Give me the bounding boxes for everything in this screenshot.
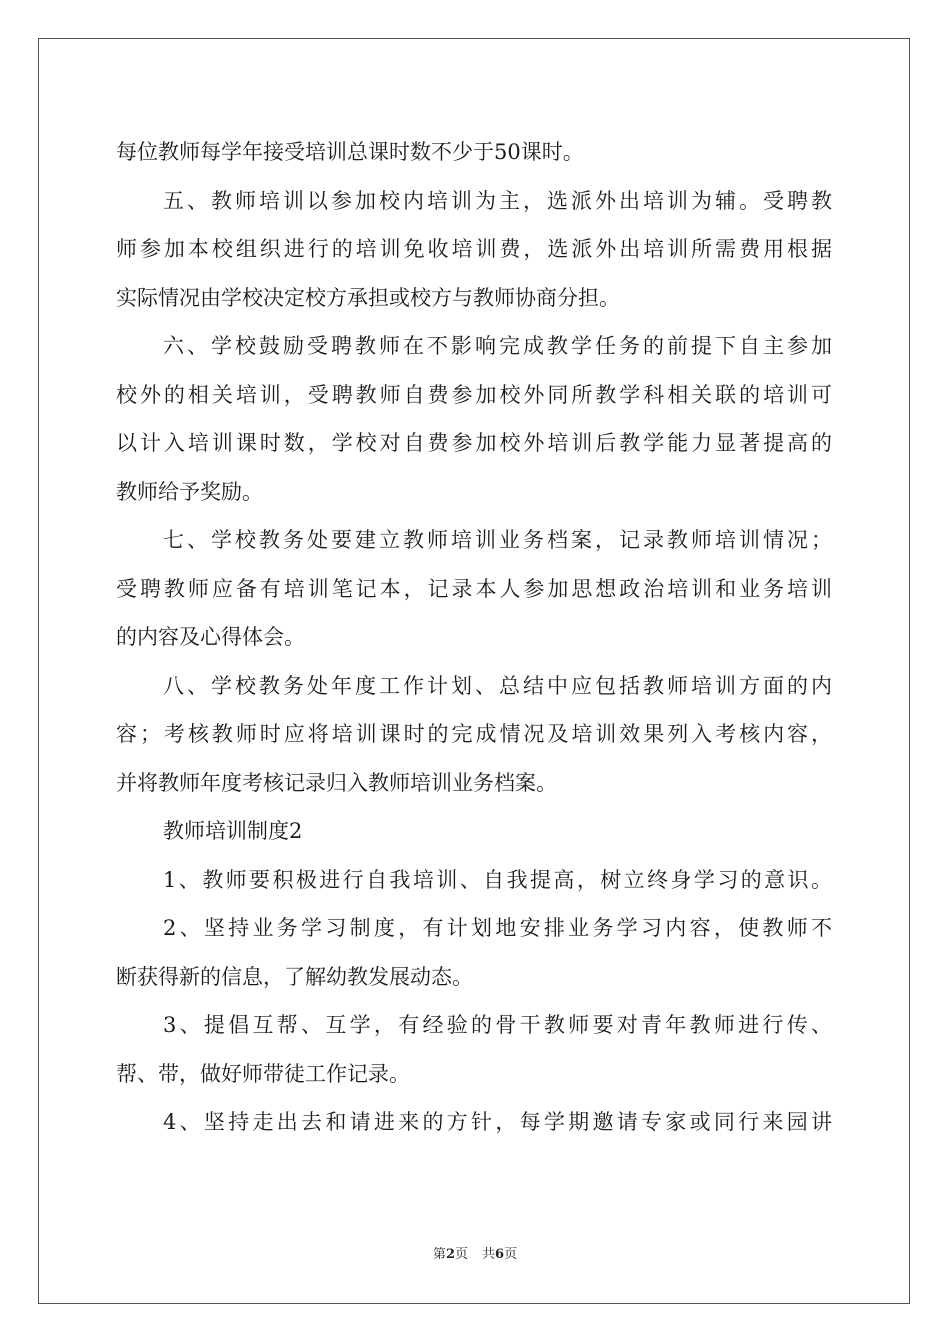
- text-line: 容；考核教师时应将培训课时的完成情况及培训效果列入考核内容，: [116, 722, 832, 746]
- total-suffix: 页: [504, 1247, 518, 1262]
- item-3-line: 3、提倡互帮、互学，有经验的骨干教师要对青年教师进行传、: [163, 1013, 832, 1037]
- paragraph-line-7-start: 七、学校教务处要建立教师培训业务档案，记录教师培训情况；: [163, 528, 832, 552]
- text-line: 教师给予奖励。: [116, 479, 263, 504]
- text-line: 师参加本校组织进行的培训免收培训费，选派外出培训所需费用根据: [116, 237, 832, 261]
- text-line: 实际情况由学校决定校方承担或校方与教师协商分担。: [116, 285, 620, 310]
- section-heading: 教师培训制度2: [163, 819, 303, 843]
- text-line: 并将教师年度考核记录归入教师培训业务档案。: [116, 770, 557, 795]
- item-1-line: 1、教师要积极进行自我培训、自我提高，树立终身学习的意识。: [163, 867, 832, 892]
- text-line: 受聘教师应备有培训笔记本，记录本人参加思想政治培训和业务培训: [116, 576, 832, 601]
- text-line: 帮、带，做好师带徒工作记录。: [116, 1061, 410, 1086]
- item-2-line: 2、坚持业务学习制度，有计划地安排业务学习内容，使教师不: [163, 916, 832, 940]
- paragraph-line-6-start: 六、学校鼓励受聘教师在不影响完成教学任务的前提下自主参加: [163, 334, 832, 358]
- text-line: 以计入培训课时数，学校对自费参加校外培训后教学能力显著提高的: [116, 431, 832, 455]
- paragraph-line-5-start: 五、教师培训以参加校内培训为主，选派外出培训为辅。受聘教: [163, 188, 832, 213]
- paragraph-line-8-start: 八、学校教务处年度工作计划、总结中应包括教师培训方面的内: [163, 673, 832, 698]
- document-body: [116, 128, 832, 1147]
- page-suffix: 页: [454, 1247, 468, 1262]
- total-prefix: 共: [482, 1247, 496, 1262]
- text-line: 断获得新的信息，了解幼教发展动态。: [116, 964, 473, 989]
- text-line: 每位教师每学年接受培训总课时数不少于50课时。: [116, 140, 584, 164]
- page-prefix: 第: [432, 1247, 446, 1262]
- item-4-line: 4、坚持走出去和请进来的方针，每学期邀请专家或同行来园讲: [163, 1110, 832, 1134]
- text-line: 的内容及心得体会。: [116, 625, 305, 649]
- total-pages: 6: [495, 1247, 505, 1262]
- page-number: 2: [445, 1247, 455, 1262]
- text-line: 校外的相关培训，受聘教师自费参加校外同所教学科相关联的培训可: [116, 382, 832, 407]
- page-footer: [0, 1245, 950, 1265]
